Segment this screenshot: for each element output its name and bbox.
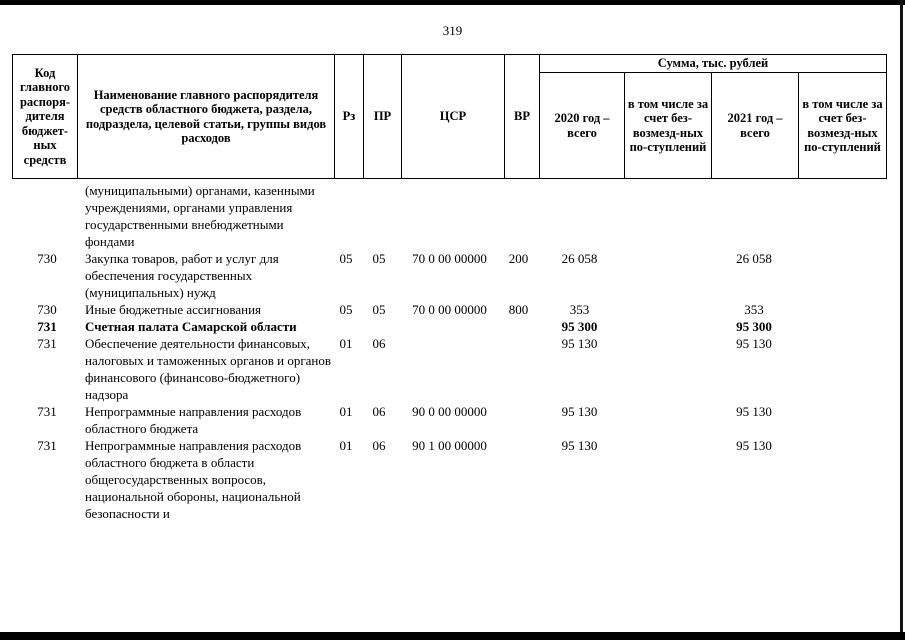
table-row — [12, 318, 886, 335]
row-2021-incl — [798, 301, 886, 318]
row-2021-incl — [798, 250, 886, 301]
row-vr: 800 — [508, 302, 529, 317]
header-vr: ВР — [505, 55, 540, 179]
table-header — [12, 54, 887, 179]
row-csr: 70 0 00 00000 — [412, 251, 487, 266]
header-csr: ЦСР — [402, 55, 505, 179]
row-2020-incl — [623, 335, 710, 403]
row-2020-incl — [623, 182, 710, 250]
bottom-border — [0, 632, 905, 640]
row-2020-incl — [623, 301, 710, 318]
row-vr: 200 — [508, 251, 529, 266]
header-2021-total: 2021 год – всего — [712, 73, 799, 179]
row-code: 730 — [37, 302, 57, 317]
row-2020-total: 353 — [569, 302, 590, 317]
header-sum-title: Сумма, тыс. рублей — [540, 55, 887, 73]
row-2021-total: 95 130 — [736, 404, 772, 419]
row-rz: 05 — [339, 302, 353, 317]
row-rz: 01 — [339, 438, 353, 453]
row-pr: 06 — [372, 336, 386, 351]
page-number: 319 — [442, 23, 463, 38]
row-code — [12, 182, 82, 250]
row-pr: 05 — [372, 251, 386, 266]
row-2020-total: 95 300 — [561, 319, 598, 334]
row-2020-incl — [623, 403, 710, 437]
row-vr — [501, 403, 536, 437]
row-code: 730 — [37, 251, 57, 266]
header-code: Код главного распоря-дителя бюджет-ных средств — [13, 55, 78, 179]
header-2020-incl: в том числе за счет без-возмезд-ных по-ступлений — [625, 73, 712, 179]
row-rz: 01 — [339, 336, 353, 351]
row-2021-total: 95 130 — [736, 438, 772, 453]
table-row — [12, 250, 886, 301]
row-2020-total: 26 058 — [561, 251, 598, 266]
table-row — [12, 182, 886, 250]
row-2020-total: 95 130 — [561, 336, 598, 351]
row-2021-total — [710, 182, 798, 250]
row-name: (муниципальными) органами, казенными учреждениями, органами управления государственными внебюджетными фондами — [85, 183, 315, 249]
row-2021-incl — [798, 318, 886, 335]
right-edge — [900, 0, 903, 640]
row-csr: 70 0 00 00000 — [412, 302, 487, 317]
row-name: Обеспечение деятельности финансовых, налоговых и таможенных органов и органов финансового (финансово-бюджетного) надзора — [85, 336, 332, 402]
row-2021-total: 26 058 — [736, 251, 772, 266]
row-rz: 05 — [339, 251, 353, 266]
row-name: Счетная палата Самарской области — [85, 319, 297, 334]
row-2021-incl — [798, 335, 886, 403]
row-code: 731 — [37, 438, 57, 453]
row-pr: 05 — [372, 302, 386, 317]
row-code: 731 — [37, 336, 57, 351]
table-row — [12, 335, 886, 403]
row-name: Иные бюджетные ассигнования — [85, 302, 262, 317]
row-2020-total: 95 130 — [561, 404, 598, 419]
header-2020-total: 2020 год – всего — [540, 73, 625, 179]
row-csr: 90 1 00 00000 — [412, 438, 487, 453]
row-name: Закупка товаров, работ и услуг для обеспечения государственных (муниципальных) нужд — [85, 251, 279, 300]
row-csr — [398, 318, 501, 335]
table-row — [12, 301, 886, 318]
row-vr — [501, 318, 536, 335]
row-2020-incl — [623, 437, 710, 522]
row-pr — [360, 318, 398, 335]
row-pr: 06 — [372, 438, 386, 453]
row-pr — [360, 182, 398, 250]
table-body — [12, 182, 886, 522]
row-2021-incl — [798, 437, 886, 522]
row-2021-total: 353 — [744, 302, 764, 317]
top-border — [0, 0, 905, 5]
row-rz — [332, 182, 360, 250]
row-csr — [398, 182, 501, 250]
row-rz — [332, 318, 360, 335]
row-2020-total: 95 130 — [561, 438, 598, 453]
header-rz: Рз — [335, 55, 364, 179]
row-code: 731 — [37, 319, 57, 334]
row-2021-total: 95 130 — [736, 336, 772, 351]
row-csr: 90 0 00 00000 — [412, 404, 487, 419]
row-vr — [501, 182, 536, 250]
row-2021-incl — [798, 403, 886, 437]
row-pr: 06 — [372, 404, 386, 419]
header-2021-incl: в том числе за счет без-возмезд-ных по-ступлений — [799, 73, 887, 179]
table-row — [12, 403, 886, 437]
row-vr — [501, 437, 536, 522]
header-name: Наименование главного распорядителя средств областного бюджета, раздела, подраздела, целевой статьи, группы видов расходов — [78, 55, 335, 179]
row-2021-total: 95 300 — [736, 319, 772, 334]
row-rz: 01 — [339, 404, 353, 419]
header-pr: ПР — [364, 55, 402, 179]
row-2020-incl — [623, 318, 710, 335]
row-2021-incl — [798, 182, 886, 250]
row-2020-incl — [623, 250, 710, 301]
row-name: Непрограммные направления расходов областного бюджета — [85, 404, 302, 436]
row-csr — [398, 335, 501, 403]
row-vr — [501, 335, 536, 403]
row-2020-total — [536, 182, 623, 250]
table-row — [12, 437, 886, 522]
row-code: 731 — [37, 404, 57, 419]
row-name: Непрограммные направления расходов областного бюджета в области общегосударственных вопросов, национальной обороны, национальной безопасности и — [85, 438, 302, 521]
